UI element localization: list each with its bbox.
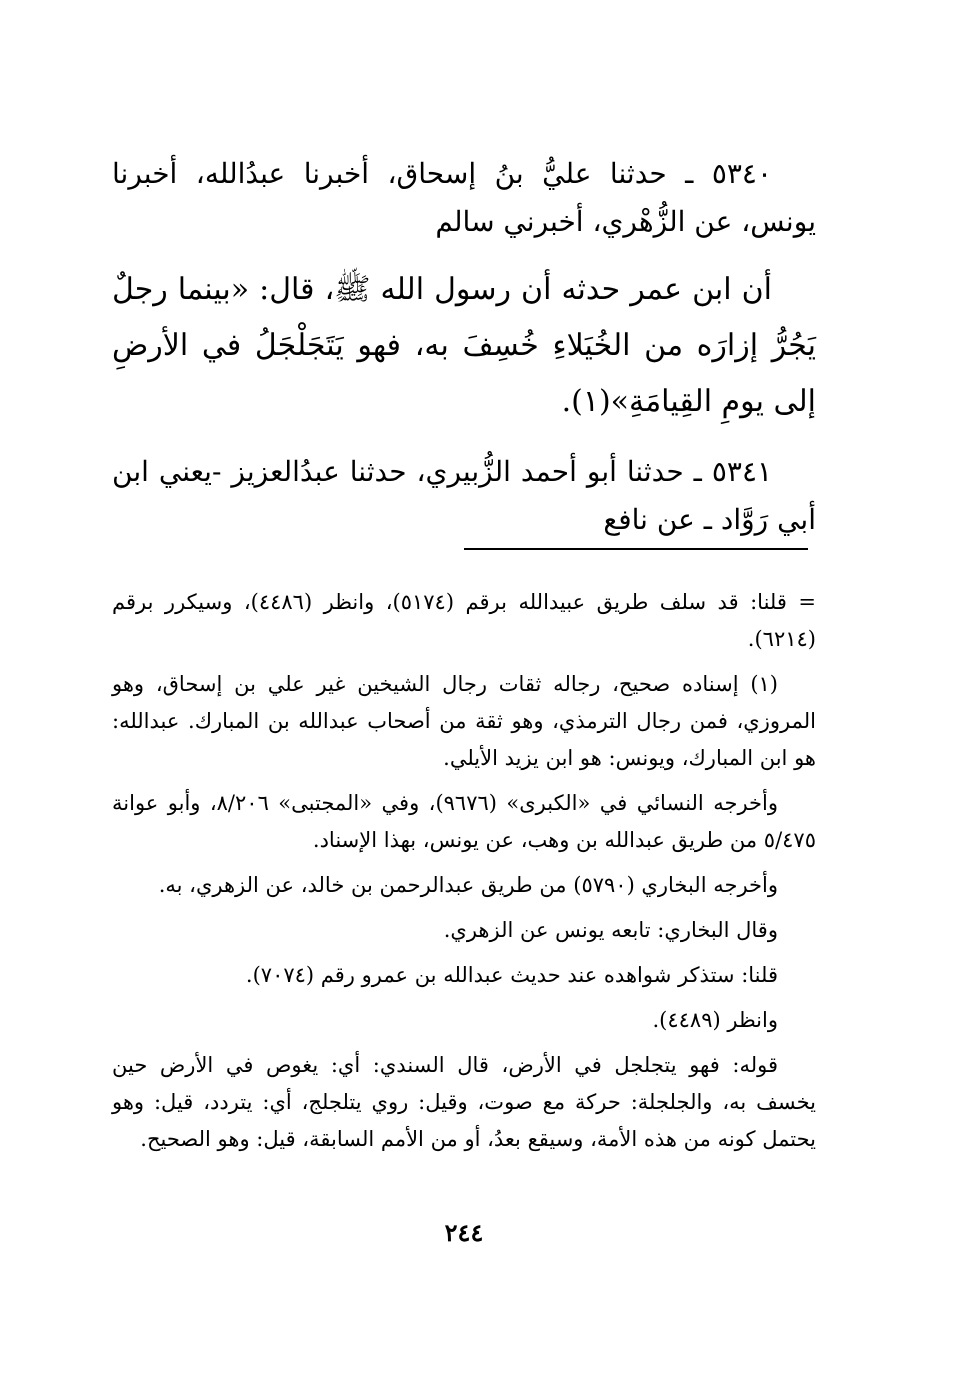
hadith-5340-matn: أن ابن عمر حدثه أن رسول الله ﷺ، قال: «بينما رجلٌ يَجُرُّ إزارَه من الخُيَلاءِ خُسِفَ به، فهو يَتَجَلْجَلُ في الأرضِ إلى يومِ القِيامَةِ»(١). — [112, 272, 816, 419]
footnote-sharh: قوله: فهو يتجلجل في الأرض، قال السندي: أي: يغوص في الأرض حين يخسف به، والجلجلة: حركة مع صوت، وقيل: روي يتلجلج، أي: يتردد، قيل: وهو يحتمل كونه من هذه الأمة، وسيقع بعدُ، أو من الأمم السابقة، قيل: وهو الصحيح. — [112, 1053, 816, 1151]
footnote-divider — [464, 548, 808, 550]
footnotes — [112, 584, 816, 1166]
footnote-continuation: = قلنا: قد سلف طريق عبيدالله برقم (٥١٧٤)، وانظر (٤٤٨٦)، وسيكرر برقم (٦٢١٤). — [112, 590, 816, 651]
page-number: ٢٤٤ — [444, 1218, 484, 1247]
hadith-5340-isnad: ٥٣٤٠ ـ حدثنا عليُّ بنُ إسحاق، أخبرنا عبدُالله، أخبرنا يونس، عن الزُّهْري، أخبرني سالم — [112, 157, 816, 238]
footnote-shawahid: قلنا: ستذكر شواهده عند حديث عبدالله بن عمرو رقم (٧٠٧٤). — [245, 963, 778, 987]
footnote-see-also: وانظر (٤٤٨٩). — [652, 1008, 778, 1032]
footnote-bukhari-note: وقال البخاري: تابعه يونس عن الزهري. — [443, 918, 778, 942]
footnote-takhrij-nasai: وأخرجه النسائي في «الكبرى» (٩٦٧٦)، وفي «المجتبى» ٨/٢٠٦، وأبو عوانة ٥/٤٧٥ من طريق عبدالله بن وهب، عن يونس، بهذا الإسناد. — [112, 791, 816, 852]
footnote-1: (١) إسناده صحيح، رجاله ثقات رجال الشيخين غير علي بن إسحاق، وهو المروزي، فمن رجال الترمذي، وهو ثقة من أصحاب عبدالله بن المبارك. عبدالله: هو ابن المبارك، ويونس: هو ابن يزيد الأيلي. — [112, 672, 816, 770]
footnote-takhrij-bukhari: وأخرجه البخاري (٥٧٩٠) من طريق عبدالرحمن بن خالد، عن الزهري، به. — [158, 873, 778, 897]
hadith-5341-isnad: ٥٣٤١ ـ حدثنا أبو أحمد الزُّبيري، حدثنا عبدُالعزيز -يعني ابن أبي رَوَّاد ـ عن نافع — [112, 455, 816, 536]
main-text — [112, 150, 816, 544]
